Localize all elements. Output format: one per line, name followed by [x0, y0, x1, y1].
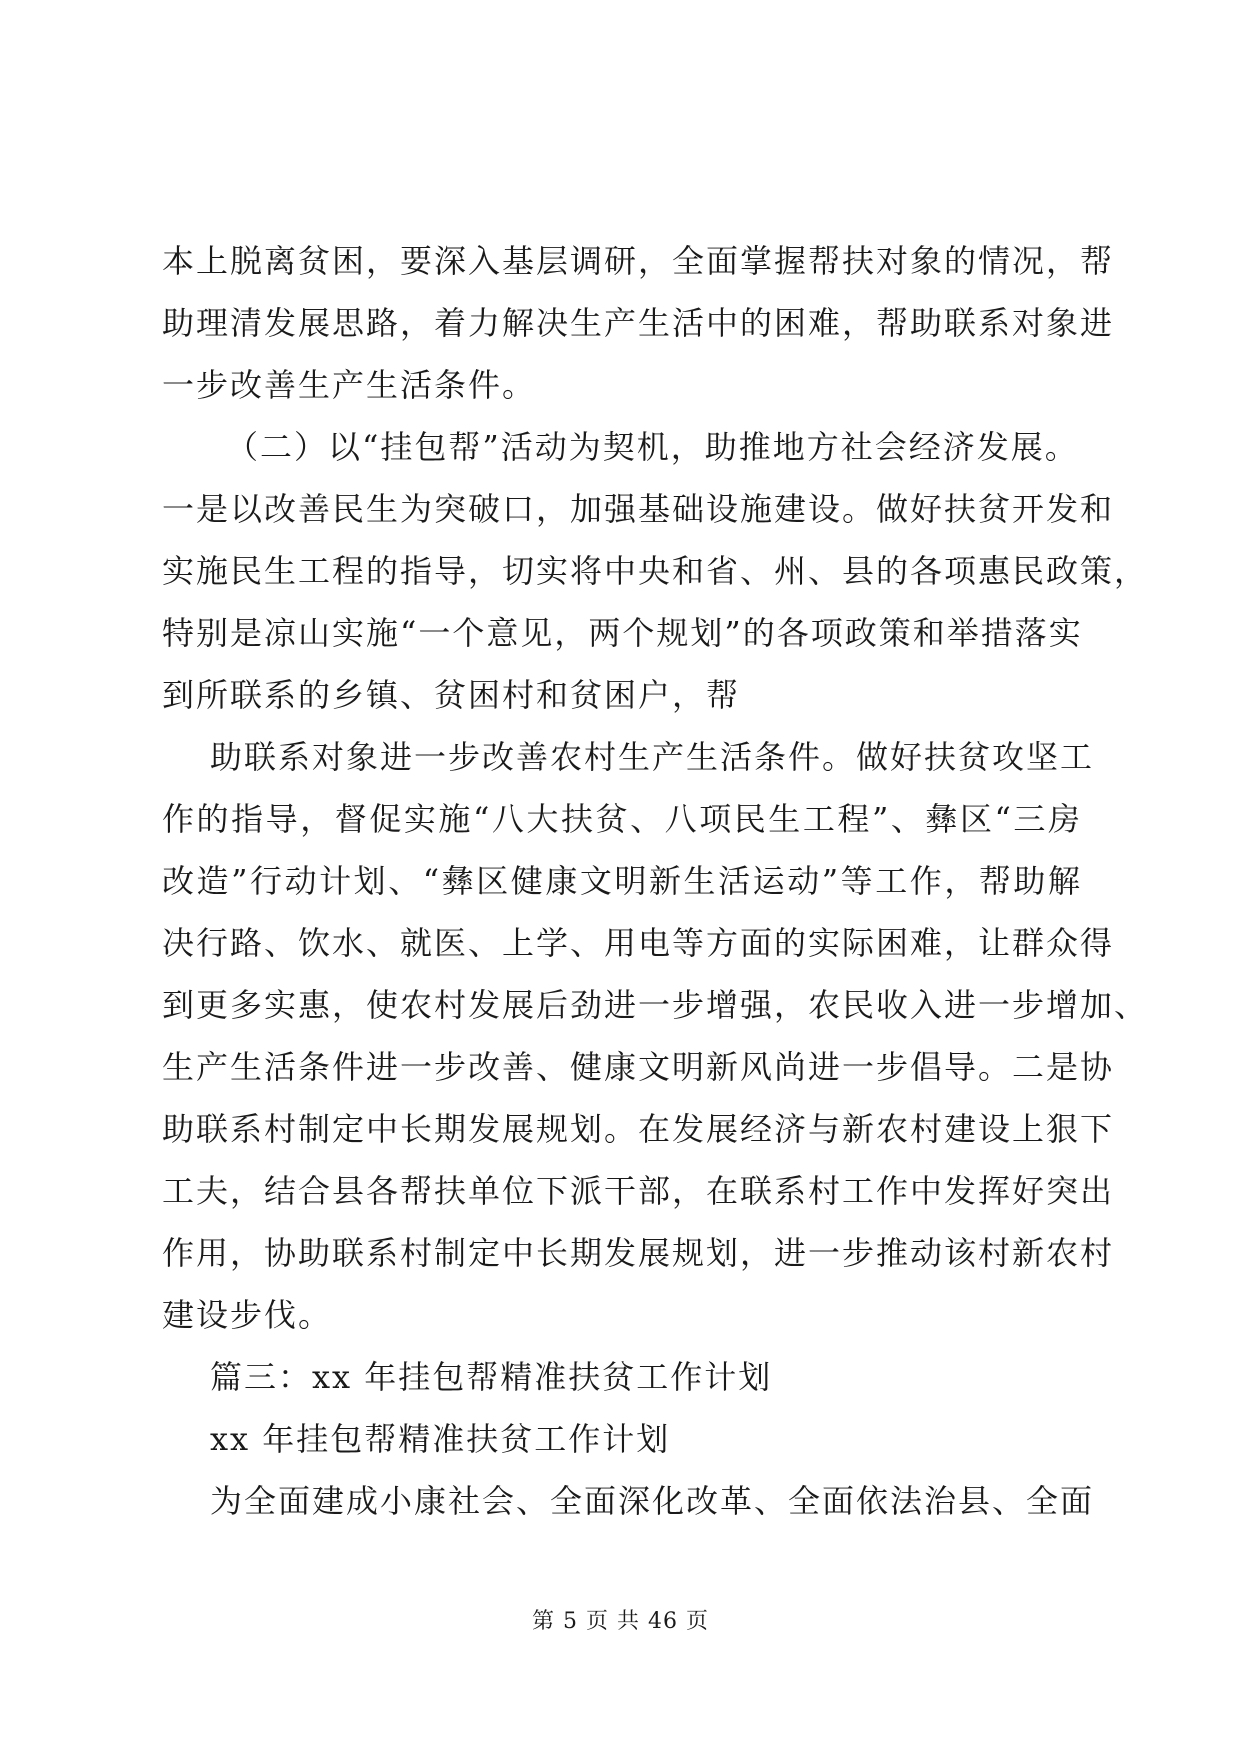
text-line: 作的指导，督促实施“八大扶贫、八项民生工程”、彝区“三房: [162, 800, 1082, 838]
body-text: [162, 230, 1149, 1532]
text-line: 助联系村制定中长期发展规划。在发展经济与新农村建设上狠下: [162, 1110, 1115, 1148]
text-line: 决行路、饮水、就医、上学、用电等方面的实际困难，让群众得: [162, 924, 1115, 962]
text-line: 到更多实惠，使农村发展后劲进一步增强，农民收入进一步增加、: [162, 986, 1149, 1024]
page-footer: 第 5 页 共 46 页: [532, 1609, 709, 1634]
text-line: 建设步伐。: [162, 1296, 333, 1334]
text-line: 到所联系的乡镇、贫困村和贫困户，帮: [162, 676, 741, 714]
text-line: 为全面建成小康社会、全面深化改革、全面依法治县、全面: [210, 1482, 1095, 1520]
text-line: 作用，协助联系村制定中长期发展规划，进一步推动该村新农村: [162, 1234, 1115, 1272]
text-line: 实施民生工程的指导，切实将中央和省、州、县的各项惠民政策，: [162, 552, 1149, 590]
text-line: 助联系对象进一步改善农村生产生活条件。做好扶贫攻坚工: [210, 738, 1095, 776]
section-title: xx 年挂包帮精准扶贫工作计划: [210, 1420, 671, 1458]
text-line: 改造”行动计划、“彝区健康文明新生活运动”等工作，帮助解: [162, 862, 1082, 900]
text-line: 生产生活条件进一步改善、健康文明新风尚进一步倡导。二是协: [162, 1048, 1115, 1086]
text-line: 一是以改善民生为突破口，加强基础设施建设。做好扶贫开发和: [162, 490, 1115, 528]
text-line: 特别是凉山实施“一个意见，两个规划”的各项政策和举措落实: [162, 614, 1083, 652]
text-line: 助理清发展思路，着力解决生产生活中的困难，帮助联系对象进: [162, 304, 1115, 342]
section-heading: 篇三：xx 年挂包帮精准扶贫工作计划: [210, 1358, 773, 1396]
text-line: 本上脱离贫困，要深入基层调研，全面掌握帮扶对象的情况，帮: [162, 242, 1115, 280]
text-line: 工夫，结合县各帮扶单位下派干部，在联系村工作中发挥好突出: [162, 1172, 1115, 1210]
text-line: （二）以“挂包帮”活动为契机，助推地方社会经济发展。: [226, 428, 1079, 466]
text-line: 一步改善生产生活条件。: [162, 366, 537, 404]
